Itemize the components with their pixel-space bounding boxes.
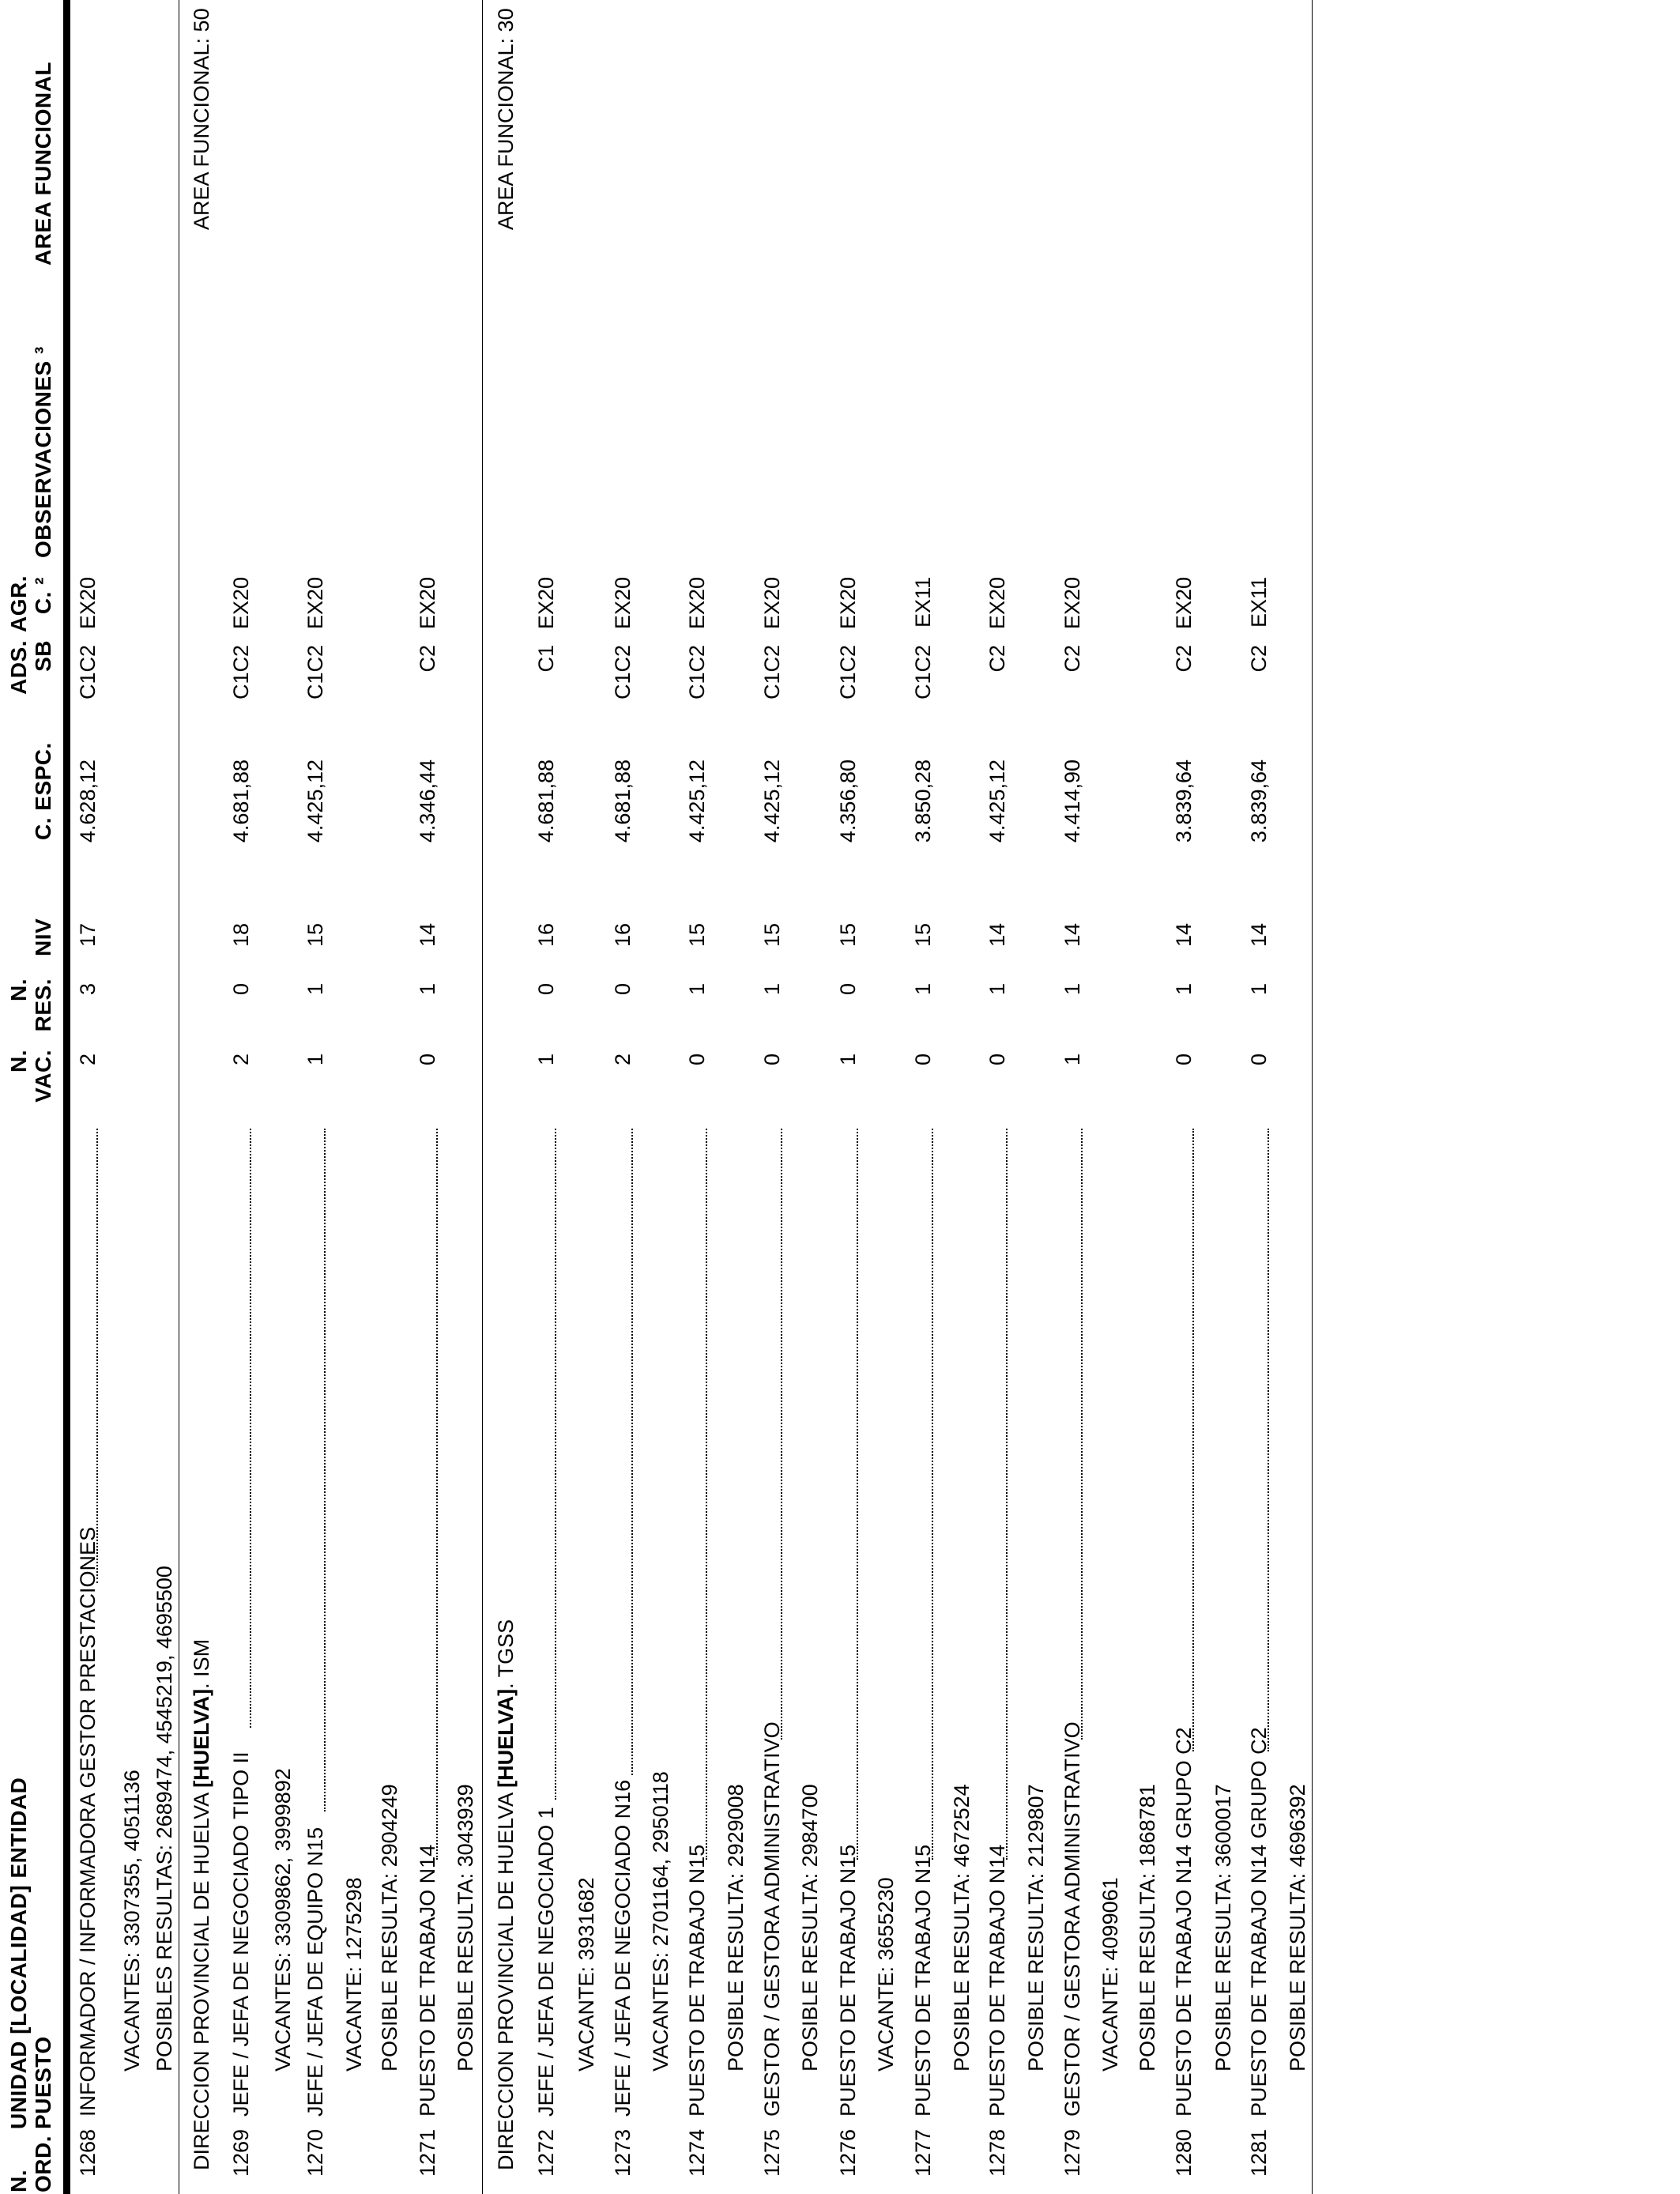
row-leader-dots bbox=[631, 1129, 633, 1775]
header-agrc-line1: AGR. bbox=[6, 575, 31, 632]
row-puesto: JEFE / JEFA DE NEGOCIADO TIPO II bbox=[229, 1751, 253, 2117]
row-reservas: 1 bbox=[1172, 983, 1196, 996]
row-reservas: 1 bbox=[911, 983, 935, 996]
row-nivel: 16 bbox=[534, 923, 558, 948]
header-unidad bbox=[6, 1777, 55, 2129]
row-leader-dots bbox=[706, 1129, 707, 1860]
row-puesto: PUESTO DE TRABAJO N15 bbox=[836, 1844, 860, 2117]
row-leader-dots bbox=[932, 1129, 933, 1860]
row-complemento: 3.850,28 bbox=[911, 760, 935, 843]
row-puesto: PUESTO DE TRABAJO N14 GRUPO C2 bbox=[1247, 1727, 1271, 2117]
row-nivel: 14 bbox=[985, 923, 1009, 948]
row-reservas: 1 bbox=[1060, 983, 1084, 996]
row-complemento: 4.628,12 bbox=[76, 760, 100, 843]
row-nivel: 15 bbox=[760, 923, 784, 948]
row-vacantes: 0 bbox=[1172, 1054, 1196, 1066]
row-reservas: 1 bbox=[685, 983, 709, 996]
row-complemento: 4.356,80 bbox=[836, 760, 860, 843]
row-detail: POSIBLE RESULTA: 2904249 bbox=[378, 1784, 401, 2071]
row-reservas: 0 bbox=[836, 983, 860, 996]
row-complemento: 3.839,64 bbox=[1247, 760, 1271, 843]
row-detail: POSIBLE RESULTA: 3043939 bbox=[454, 1784, 477, 2071]
row-vacantes: 0 bbox=[685, 1054, 709, 1066]
row-detail: VACANTE: 3931682 bbox=[574, 1877, 598, 2071]
row-number: 1273 bbox=[611, 2128, 635, 2177]
row-adscripcion: C1C2 bbox=[229, 645, 253, 700]
header-adssb-line2: SB bbox=[31, 640, 55, 672]
header-area-funcional: AREA FUNCIONAL bbox=[31, 62, 55, 266]
row-adscripcion: C1C2 bbox=[685, 645, 709, 700]
row-number: 1274 bbox=[685, 2128, 709, 2177]
row-adscripcion: C1C2 bbox=[760, 645, 784, 700]
row-reservas: 0 bbox=[611, 983, 635, 996]
section-area-funcional: AREA FUNCIONAL: 30 bbox=[494, 8, 518, 230]
row-leader-dots bbox=[1006, 1129, 1008, 1860]
row-complemento: 4.681,88 bbox=[534, 760, 558, 843]
row-vacantes: 1 bbox=[1060, 1054, 1084, 1066]
row-nivel: 17 bbox=[76, 923, 100, 948]
row-puesto: JEFE / JEFA DE NEGOCIADO 1 bbox=[534, 1807, 558, 2117]
row-puesto: PUESTO DE TRABAJO N14 GRUPO C2 bbox=[1172, 1727, 1196, 2117]
header-observaciones: OBSERVACIONES ³ bbox=[31, 346, 55, 558]
row-complemento: 4.425,12 bbox=[985, 760, 1009, 843]
row-complemento: 3.839,64 bbox=[1172, 760, 1196, 843]
row-detail: POSIBLE RESULTA: 2929008 bbox=[724, 1784, 748, 2071]
row-puesto: GESTOR / GESTORA ADMINISTRATIVO bbox=[1060, 1721, 1084, 2117]
header-agrc bbox=[6, 577, 55, 632]
header-cespc: C. ESPC. bbox=[31, 742, 55, 840]
row-number: 1279 bbox=[1060, 2128, 1084, 2177]
header-nres-line2: RES. bbox=[31, 978, 55, 1032]
row-adscripcion: C1C2 bbox=[76, 645, 100, 700]
row-nivel: 14 bbox=[1247, 923, 1271, 948]
row-number: 1271 bbox=[416, 2128, 439, 2177]
row-reservas: 0 bbox=[229, 983, 253, 996]
row-adscripcion: C1C2 bbox=[611, 645, 635, 700]
row-number: 1270 bbox=[303, 2128, 327, 2177]
row-agrupacion: EX20 bbox=[985, 577, 1009, 630]
row-number: 1276 bbox=[836, 2128, 860, 2177]
row-agrupacion: EX11 bbox=[911, 577, 935, 628]
row-vacantes: 1 bbox=[303, 1054, 327, 1066]
header-nvac-line2: VAC. bbox=[31, 1050, 55, 1103]
row-leader-dots bbox=[324, 1129, 326, 1811]
row-leader-dots bbox=[250, 1129, 251, 1728]
row-number: 1275 bbox=[760, 2128, 784, 2177]
row-complemento: 4.425,12 bbox=[303, 760, 327, 843]
section-title-title-before: DIRECCION PROVINCIAL DE HUELVA bbox=[190, 1787, 213, 2170]
header-nres bbox=[6, 978, 55, 1034]
header-nord-line2: ORD. bbox=[31, 2136, 55, 2192]
row-reservas: 1 bbox=[760, 983, 784, 996]
section-title-title-after: . TGSS bbox=[494, 1619, 518, 1689]
row-nivel: 15 bbox=[836, 923, 860, 948]
row-detail: POSIBLE RESULTA: 2984700 bbox=[798, 1784, 822, 2071]
header-adssb bbox=[6, 640, 55, 708]
row-agrupacion: EX20 bbox=[416, 577, 439, 630]
section-title-title-before: DIRECCION PROVINCIAL DE HUELVA bbox=[494, 1787, 518, 2170]
row-detail: VACANTES: 2701164, 2950118 bbox=[649, 1771, 672, 2071]
row-detail: POSIBLE RESULTA: 3600017 bbox=[1211, 1784, 1235, 2071]
row-nivel: 16 bbox=[611, 923, 635, 948]
row-agrupacion: EX20 bbox=[303, 577, 327, 630]
row-detail: POSIBLE RESULTA: 4672524 bbox=[950, 1784, 974, 2071]
row-detail: VACANTE: 4099061 bbox=[1098, 1877, 1122, 2071]
row-vacantes: 1 bbox=[534, 1054, 558, 1066]
row-vacantes: 2 bbox=[611, 1054, 635, 1066]
row-reservas: 3 bbox=[76, 983, 100, 996]
header-nord-line1: N. bbox=[6, 2169, 31, 2192]
row-number: 1272 bbox=[534, 2128, 558, 2177]
row-number: 1269 bbox=[229, 2128, 253, 2177]
row-adscripcion: C2 bbox=[1247, 645, 1271, 673]
header-adssb-line1: ADS. bbox=[6, 640, 31, 695]
row-puesto: PUESTO DE TRABAJO N14 bbox=[985, 1844, 1009, 2117]
row-puesto: PUESTO DE TRABAJO N15 bbox=[685, 1844, 709, 2117]
row-vacantes: 0 bbox=[760, 1054, 784, 1066]
header-nvac-line1: N. bbox=[6, 1050, 31, 1072]
row-complemento: 4.681,88 bbox=[611, 760, 635, 843]
row-number: 1268 bbox=[76, 2128, 100, 2177]
row-detail: POSIBLE RESULTA: 4696392 bbox=[1286, 1784, 1309, 2071]
row-agrupacion: EX20 bbox=[534, 577, 558, 630]
row-complemento: 4.425,12 bbox=[685, 760, 709, 843]
header-niv: NIV bbox=[31, 918, 55, 956]
row-number: 1281 bbox=[1247, 2128, 1271, 2177]
row-agrupacion: EX20 bbox=[611, 577, 635, 630]
row-reservas: 0 bbox=[534, 983, 558, 996]
row-adscripcion: C2 bbox=[1172, 645, 1196, 673]
section-title-title-bold: [HUELVA] bbox=[190, 1688, 213, 1788]
row-detail: POSIBLES RESULTAS: 2689474, 4545219, 4695500 bbox=[153, 1566, 176, 2071]
row-vacantes: 0 bbox=[1247, 1054, 1271, 1066]
row-adscripcion: C2 bbox=[985, 645, 1009, 673]
row-nivel: 15 bbox=[685, 923, 709, 948]
row-detail: POSIBLE RESULTA: 1868781 bbox=[1136, 1784, 1159, 2071]
row-adscripcion: C1C2 bbox=[911, 645, 935, 700]
bottom-rule bbox=[1312, 0, 1313, 2194]
row-vacantes: 0 bbox=[985, 1054, 1009, 1066]
section-title-title-bold: [HUELVA] bbox=[494, 1688, 518, 1788]
row-agrupacion: EX20 bbox=[760, 577, 784, 630]
row-detail: VACANTES: 3307355, 4051136 bbox=[120, 1770, 144, 2071]
row-vacantes: 0 bbox=[416, 1054, 439, 1066]
row-puesto: INFORMADOR / INFORMADORA GESTOR PRESTACIONES bbox=[76, 1526, 100, 2117]
row-vacantes: 2 bbox=[229, 1054, 253, 1066]
row-adscripcion: C1C2 bbox=[303, 645, 327, 700]
row-number: 1280 bbox=[1172, 2128, 1196, 2177]
row-leader-dots bbox=[857, 1129, 858, 1860]
header-nres-line1: N. bbox=[6, 978, 31, 1001]
row-agrupacion: EX20 bbox=[229, 577, 253, 630]
row-leader-dots bbox=[1268, 1129, 1269, 1751]
row-agrupacion: EX20 bbox=[76, 577, 100, 630]
row-nivel: 14 bbox=[1172, 923, 1196, 948]
section-title-title-after: . ISM bbox=[190, 1638, 213, 1689]
row-number: 1277 bbox=[911, 2128, 935, 2177]
row-puesto: JEFE / JEFA DE EQUIPO N15 bbox=[303, 1826, 327, 2117]
row-reservas: 1 bbox=[985, 983, 1009, 996]
row-detail: POSIBLE RESULTA: 2129807 bbox=[1024, 1784, 1048, 2071]
header-unidad-line2: PUESTO bbox=[31, 2036, 55, 2129]
row-complemento: 4.681,88 bbox=[229, 760, 253, 843]
row-detail: VACANTES: 3309862, 3999892 bbox=[271, 1768, 295, 2071]
row-nivel: 15 bbox=[303, 923, 327, 948]
row-leader-dots bbox=[1192, 1129, 1194, 1751]
row-number: 1278 bbox=[985, 2128, 1009, 2177]
header-rule bbox=[63, 0, 70, 2194]
row-nivel: 14 bbox=[1060, 923, 1084, 948]
row-adscripcion: C1 bbox=[534, 645, 558, 673]
section-area-funcional: AREA FUNCIONAL: 50 bbox=[190, 8, 213, 230]
section-title bbox=[190, 1639, 213, 2170]
row-agrupacion: EX11 bbox=[1247, 577, 1271, 628]
row-vacantes: 2 bbox=[76, 1054, 100, 1066]
row-complemento: 4.425,12 bbox=[760, 760, 784, 843]
row-nivel: 18 bbox=[229, 923, 253, 948]
row-adscripcion: C2 bbox=[416, 645, 439, 673]
row-nivel: 15 bbox=[911, 923, 935, 948]
row-complemento: 4.414,90 bbox=[1060, 760, 1084, 843]
row-puesto: JEFE / JEFA DE NEGOCIADO N16 bbox=[611, 1779, 635, 2117]
row-leader-dots bbox=[1081, 1129, 1083, 1740]
row-complemento: 4.346,44 bbox=[416, 760, 439, 843]
row-reservas: 1 bbox=[416, 983, 439, 996]
row-agrupacion: EX20 bbox=[836, 577, 860, 630]
row-detail: VACANTE: 3655230 bbox=[874, 1877, 898, 2071]
row-reservas: 1 bbox=[303, 983, 327, 996]
row-puesto: PUESTO DE TRABAJO N14 bbox=[416, 1844, 439, 2117]
row-leader-dots bbox=[781, 1129, 782, 1740]
row-adscripcion: C1C2 bbox=[836, 645, 860, 700]
section-rule-tgss bbox=[482, 0, 483, 2194]
row-reservas: 1 bbox=[1247, 983, 1271, 996]
row-adscripcion: C2 bbox=[1060, 645, 1084, 673]
row-leader-dots bbox=[436, 1129, 438, 1860]
section-title bbox=[494, 1619, 518, 2170]
row-puesto: PUESTO DE TRABAJO N15 bbox=[911, 1844, 935, 2117]
row-puesto: GESTOR / GESTORA ADMINISTRATIVO bbox=[760, 1721, 784, 2117]
row-vacantes: 0 bbox=[911, 1054, 935, 1066]
row-agrupacion: EX20 bbox=[1060, 577, 1084, 630]
row-agrupacion: EX20 bbox=[685, 577, 709, 630]
header-nvac bbox=[6, 1050, 55, 1105]
row-detail: VACANTE: 1275298 bbox=[342, 1877, 366, 2071]
header-unidad-line1: UNIDAD [LOCALIDAD] ENTIDAD bbox=[6, 1777, 31, 2129]
row-vacantes: 1 bbox=[836, 1054, 860, 1066]
row-nivel: 14 bbox=[416, 923, 439, 948]
row-agrupacion: EX20 bbox=[1172, 577, 1196, 630]
row-leader-dots bbox=[96, 1129, 98, 1583]
header-nord bbox=[6, 2136, 55, 2192]
header-agrc-line2: C. ² bbox=[31, 577, 55, 615]
row-leader-dots bbox=[555, 1129, 556, 1800]
